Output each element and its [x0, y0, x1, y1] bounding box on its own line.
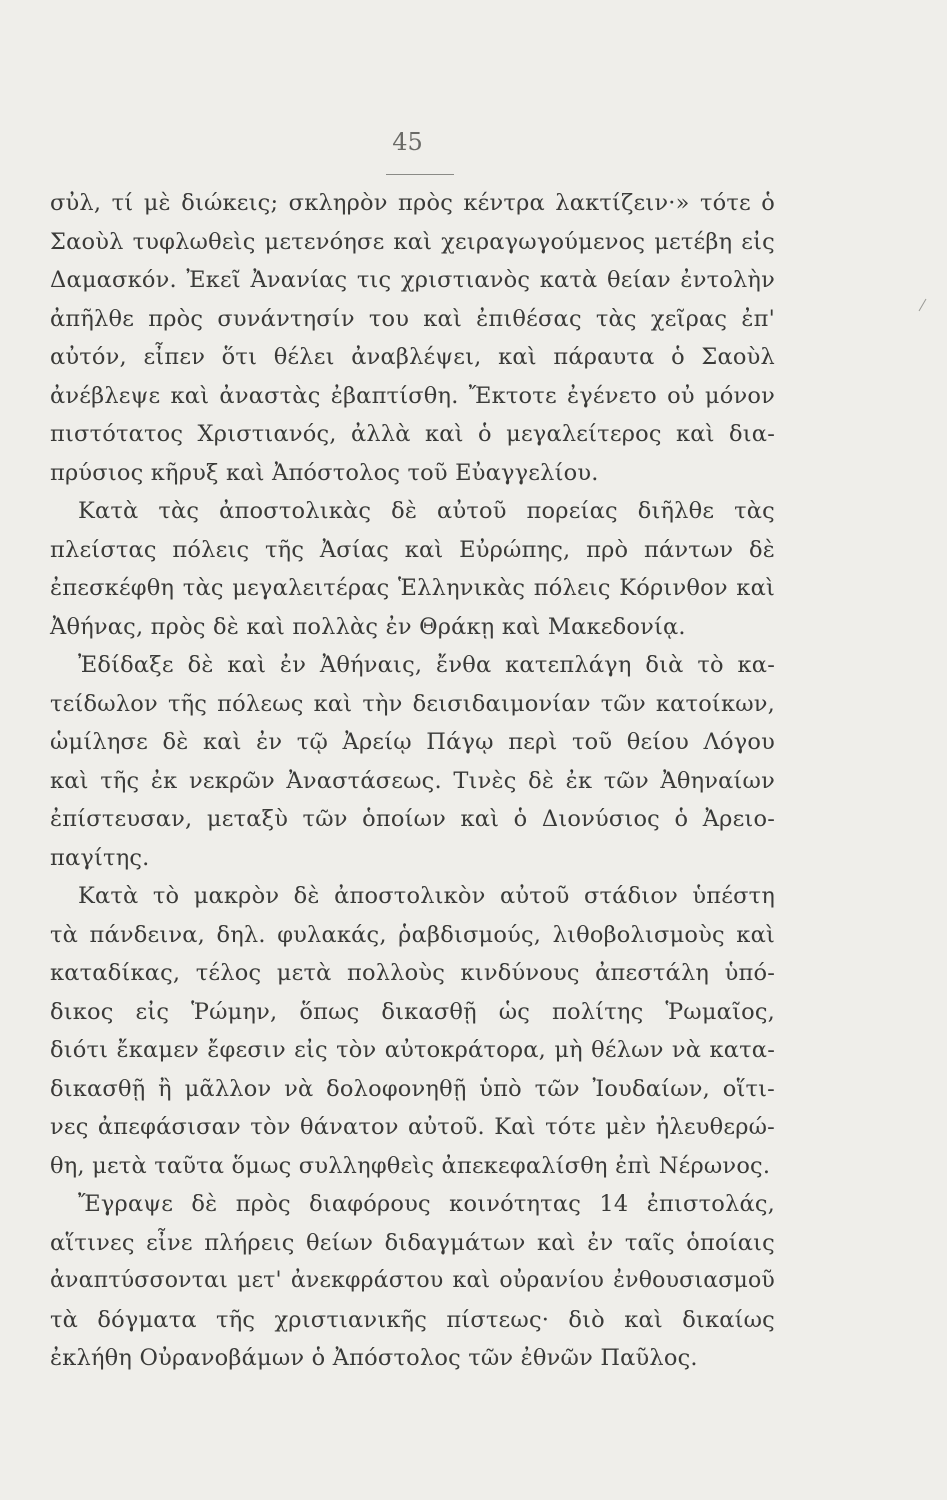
text-line: θη, μετὰ ταῦτα ὅμως συλληφθεὶς ἀπεκεφαλίσθη ἐπὶ Νέρωνος. — [50, 1152, 771, 1179]
text-line: ἀναπτύσσονται μετ' ἀνεκφράστου καὶ οὐρανίου ἐνθουσιασμοῦ — [50, 1268, 775, 1293]
text-line: σὐλ, τί μὲ διώκεις; σκληρὸν πρὸς κέντρα λακτίζειν·» τότε ὁ — [50, 190, 775, 216]
text-line: ἀνέβλεψε καὶ ἀναστὰς ἐβαπτίσθη. Ἔκτοτε ἐγένετο οὐ μόνον — [50, 382, 775, 409]
text-line: διότι ἔκαμεν ἔφεσιν εἰς τὸν αὐτοκράτορα, μὴ θέλων νὰ κατα- — [50, 1037, 775, 1063]
text-line: πιστότατος Χριστιανός, ἀλλὰ καὶ ὁ μεγαλείτερος καὶ δια- — [50, 421, 775, 447]
text-line: Σαοὺλ τυφλωθεὶς μετενόησε καὶ χειραγωγούμενος μετέβη εἰς — [50, 228, 775, 255]
text-line: αἵτινες εἶνε πλήρεις θείων διδαγμάτων καὶ ἐν ταῖς ὁποίαις — [50, 1229, 775, 1256]
text-line: τὰ δόγματα τῆς χριστιανικῆς πίστεως· διὸ καὶ δικαίως — [50, 1306, 775, 1333]
text-line: καταδίκας, τέλος μετὰ πολλοὺς κινδύνους ἀπεστάλη ὑπό- — [50, 960, 775, 986]
text-line: δικος εἰς Ῥώμην, ὅπως δικασθῇ ὡς πολίτης Ῥωμαῖος, — [50, 998, 775, 1025]
text-line: Κατὰ τὰς ἀποστολικὰς δὲ αὐτοῦ πορείας διῆλθε τὰς — [78, 498, 775, 524]
text-line: ὡμίλησε δὲ καὶ ἐν τῷ Ἀρείῳ Πάγῳ περὶ τοῦ θείου Λόγου — [50, 729, 775, 755]
text-line: ἀπῆλθε πρὸς συνάντησίν του καὶ ἐπιθέσας τὰς χεῖρας ἐπ' — [50, 305, 775, 332]
text-line: Ἀθήνας, πρὸς δὲ καὶ πολλὰς ἐν Θράκῃ καὶ Μακεδονίᾳ. — [50, 613, 686, 640]
text-line: νες ἀπεφάσισαν τὸν θάνατον αὐτοῦ. Καὶ τότε μὲν ἠλευθερώ- — [50, 1114, 775, 1140]
margin-mark — [919, 299, 927, 312]
text-line: αὐτόν, εἶπεν ὅτι θέλει ἀναβλέψει, καὶ πάραυτα ὁ Σαοὺλ — [50, 344, 775, 370]
text-line: ἐπίστευσαν, μεταξὺ τῶν ὁποίων καὶ ὁ Διονύσιος ὁ Ἀρειο- — [50, 806, 775, 832]
header-rule — [386, 174, 454, 175]
text-line: Ἔγραψε δὲ πρὸς διαφόρους κοινότητας 14 ἐπιστολάς, — [78, 1191, 775, 1217]
text-line: Δαμασκόν. Ἐκεῖ Ἀνανίας τις χριστιανὸς κατὰ θείαν ἐντολὴν — [50, 267, 775, 293]
page-number: 45 — [392, 128, 423, 156]
body-text — [50, 184, 775, 1378]
text-line: Κατὰ τὸ μακρὸν δὲ ἀποστολικὸν αὐτοῦ στάδιον ὑπέστη — [78, 883, 775, 909]
text-line: πλείστας πόλεις τῆς Ἀσίας καὶ Εὐρώπης, πρὸ πάντων δὲ — [50, 536, 775, 563]
text-line: τὰ πάνδεινα, δηλ. φυλακάς, ῥαβδισμούς, λιθοβολισμοὺς καὶ — [50, 921, 775, 948]
text-line: καὶ τῆς ἐκ νεκρῶν Ἀναστάσεως. Τινὲς δὲ ἐκ τῶν Ἀθηναίων — [50, 767, 775, 794]
text-line: ἐπεσκέφθη τὰς μεγαλειτέρας Ἑλληνικὰς πόλεις Κόρινθον καὶ — [50, 575, 775, 601]
text-line: Ἐδίδαξε δὲ καὶ ἐν Ἀθήναις, ἔνθα κατεπλάγη διὰ τὸ κα- — [78, 652, 775, 678]
text-line: τείδωλον τῆς πόλεως καὶ τὴν δεισιδαιμονίαν τῶν κατοίκων, — [50, 690, 775, 717]
text-line: δικασθῇ ἢ μᾶλλον νὰ δολοφονηθῇ ὑπὸ τῶν Ἰουδαίων, οἵτι- — [50, 1075, 775, 1102]
text-line: πρύσιος κῆρυξ καὶ Ἀπόστολος τοῦ Εὐαγγελίου. — [50, 459, 599, 486]
text-line: ἐκλήθη Οὐρανοβάμων ὁ Ἀπόστολος τῶν ἐθνῶν Παῦλος. — [50, 1345, 698, 1371]
text-line: παγίτης. — [50, 844, 150, 871]
